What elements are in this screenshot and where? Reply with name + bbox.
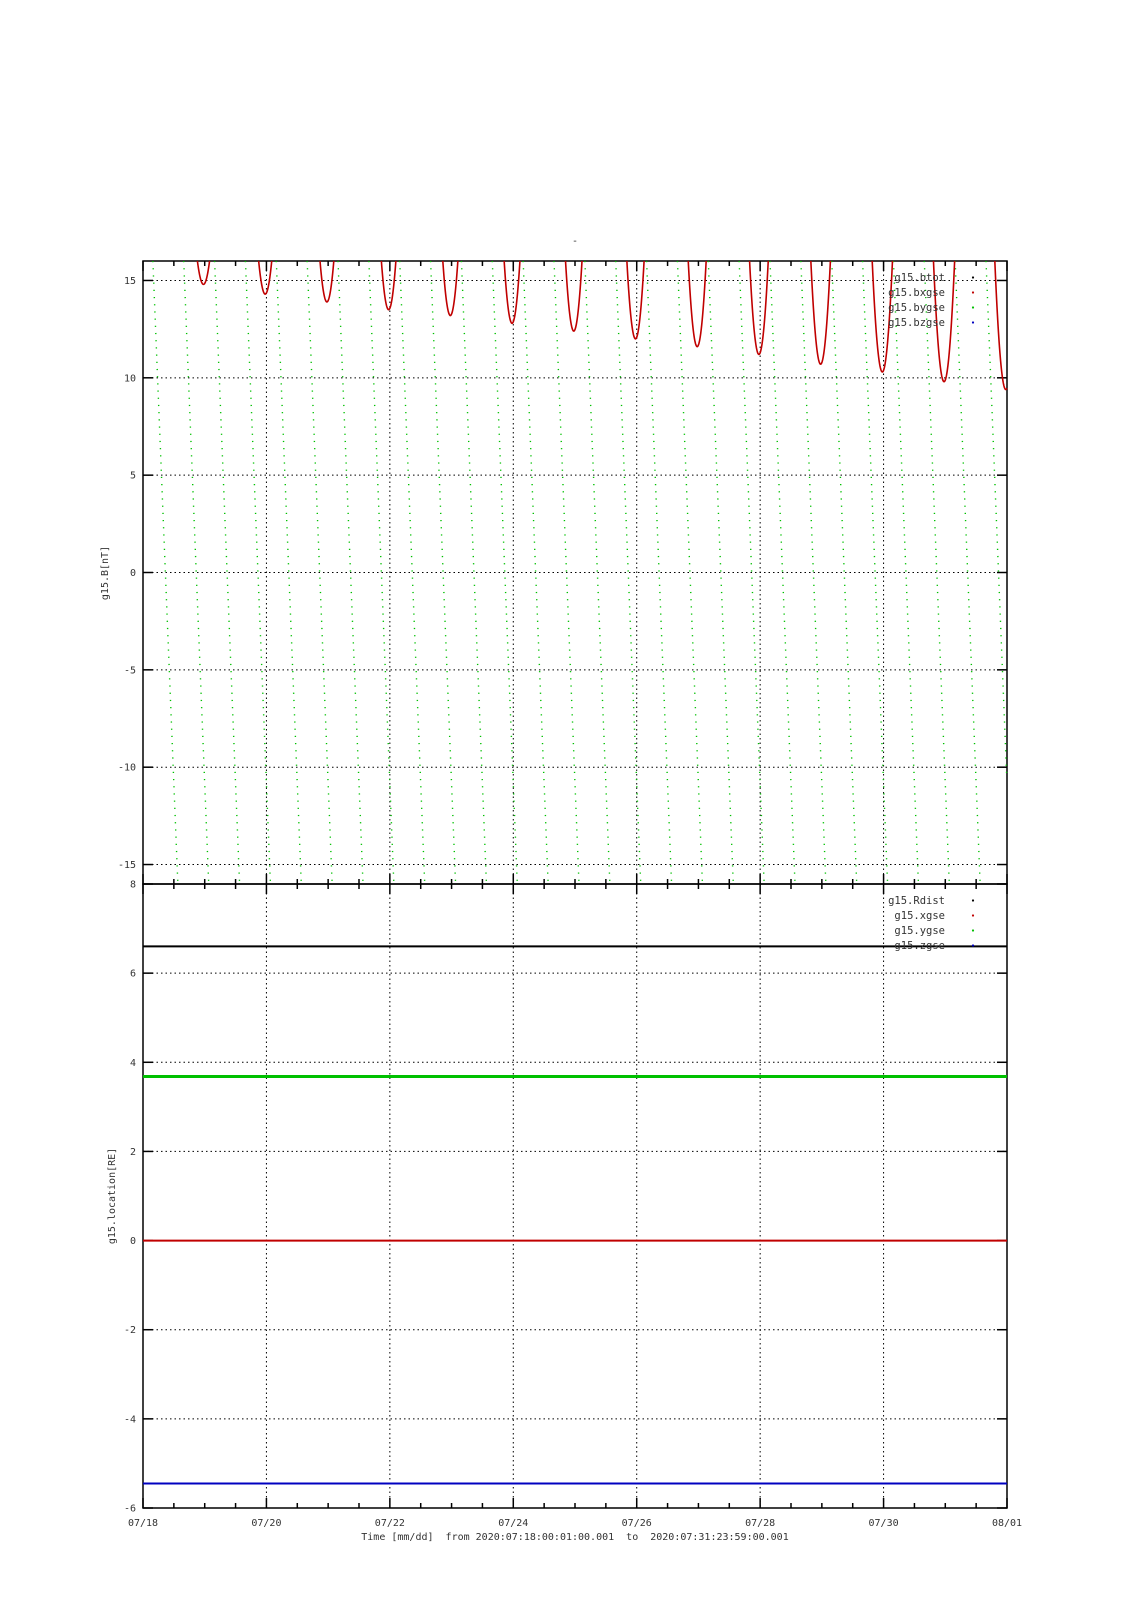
p2-ytick-label-0: 8 [129,879,136,891]
bygse-streak-25 [924,261,949,884]
bygse-streak-17 [677,261,702,884]
p2-legend-marker-1 [972,914,974,916]
bxgse-dip-4 [443,261,458,316]
p1-ytick-label-6: -15 [117,860,136,872]
bxgse-dip-0 [197,261,209,284]
x-tick-label-6: 07/30 [868,1518,899,1529]
bygse-streak-9 [431,261,456,884]
bxgse-dip-8 [688,261,706,347]
panel-b-grid [143,261,1007,884]
bygse-streak-22 [832,261,857,884]
p2-ytick-label-7: -6 [123,1503,136,1515]
p1-legend-label-1: g15.bxgse [888,287,945,299]
x-axis-label: Time [mm/dd] from 2020:07:18:00:01:00.001 to 2020:07:31:23:59:00.001 [361,1532,789,1543]
bxgse-dip-10 [811,261,831,364]
bxgse-dip-7 [627,261,644,339]
bygse-streak-18 [708,261,733,884]
bxgse-dip-5 [504,261,520,323]
bygse-streak-24 [893,261,918,884]
bygse-streak-1 [184,261,209,884]
panel-location-series [143,946,1007,1483]
x-tick-label-5: 07/28 [745,1518,776,1529]
p1-ytick-label-0: 15 [123,275,136,287]
p2-ytick-label-2: 4 [129,1057,136,1069]
p1-ytick-label-5: -10 [117,762,136,774]
bxgse-dip-6 [566,261,582,331]
p2-legend-label-0: g15.Rdist [888,895,945,907]
p1-legend-marker-0 [972,276,974,278]
panel-location [107,880,1007,1515]
bxgse-dip-2 [320,261,334,302]
p2-legend-marker-2 [972,929,974,931]
p2-legend-label-2: g15.ygse [894,925,945,937]
p1-ytick-label-2: 5 [129,470,136,482]
p2-legend-label-3: g15.zgse [894,940,945,952]
panel-b-ylabel: g15.B[nT] [100,545,111,601]
p2-legend-marker-3 [972,944,974,946]
bygse-streak-16 [647,261,672,884]
p1-legend-label-2: g15.bygse [888,302,945,314]
bygse-streak-27 [986,261,1007,777]
x-tick-label-4: 07/26 [621,1518,652,1529]
p1-legend-marker-1 [972,291,974,293]
bxgse-dip-1 [259,261,272,294]
p2-legend-marker-0 [972,899,974,901]
p1-ytick-label-1: 10 [123,373,136,385]
p1-legend-marker-2 [972,306,974,308]
x-tick-label-2: 07/22 [374,1518,405,1529]
p2-legend-label-1: g15.xgse [894,910,945,922]
panel-location-frame [143,884,1007,1508]
panel-location-legend [888,895,974,952]
p2-ytick-label-3: 2 [129,1146,136,1158]
p2-ytick-label-1: 6 [129,968,136,980]
bxgse-dip-3 [381,261,396,310]
bygse-streak-2 [215,261,240,884]
x-tick-label-3: 07/24 [498,1518,529,1529]
p1-legend-label-0: g15.btot [894,272,945,284]
bygse-streak-4 [276,261,301,884]
x-tick-label-0: 07/18 [127,1518,159,1529]
p2-ytick-label-4: 0 [129,1236,136,1248]
p1-ytick-label-3: 0 [129,568,136,579]
page-title: - [571,236,579,247]
x-tick-labels [128,1518,1022,1529]
p1-legend-label-3: g15.bzgse [888,317,945,329]
x-tick-label-7: 08/01 [991,1518,1023,1529]
panel-location-grid [143,884,1007,1508]
bygse-streak-8 [400,261,425,884]
bxgse-dip-9 [750,261,769,354]
x-tick-label-1: 07/20 [251,1518,282,1529]
p2-ytick-label-5: -2 [123,1325,136,1337]
p1-ytick-label-4: -5 [123,665,136,677]
bygse-streak-10 [461,261,486,884]
p2-ytick-label-6: -4 [123,1414,136,1426]
panel-b-field [100,261,1007,884]
panel-location-ylabel: g15.location[RE] [107,1147,118,1245]
panel-b-legend [888,272,974,329]
p1-legend-marker-3 [972,321,974,323]
